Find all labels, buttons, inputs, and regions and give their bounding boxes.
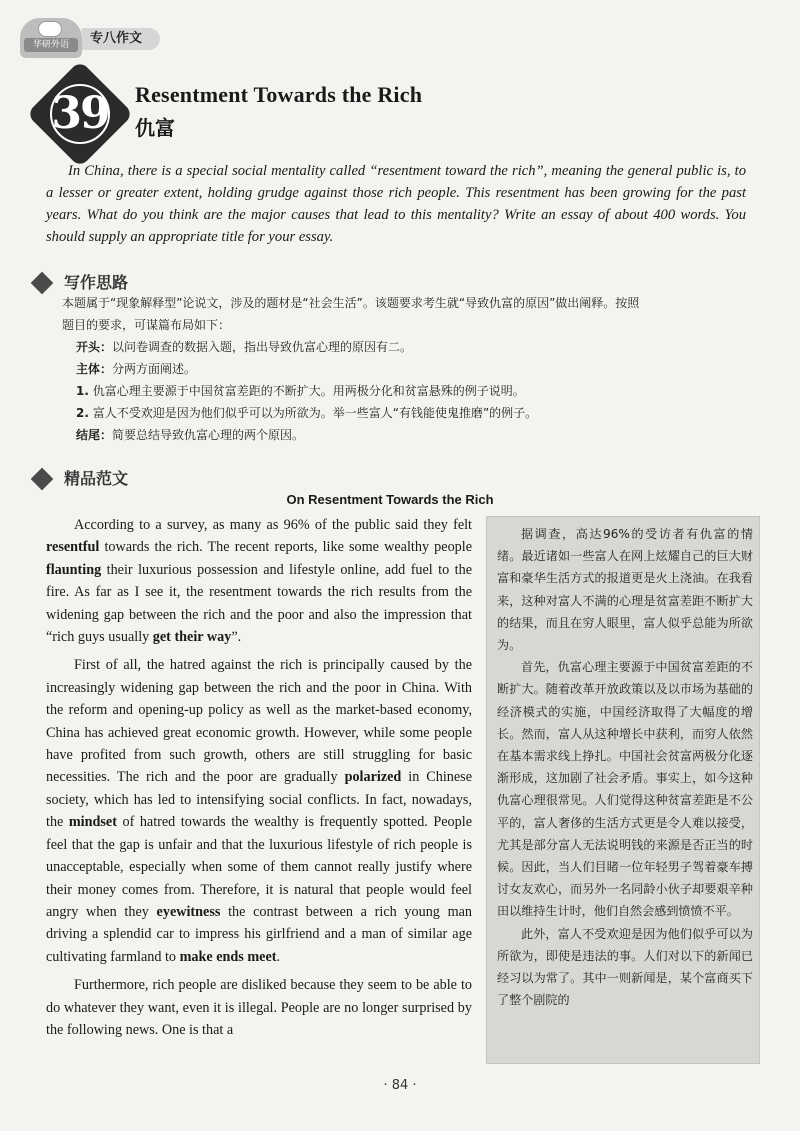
topic-title-english: Resentment Towards the Rich [135,82,423,107]
essay-body [46,514,472,1047]
section-title: 精品范文 [64,469,129,488]
ideas-line: 题目的要求，可谋篇布局如下： [62,318,231,332]
keyword: make ends meet [179,948,277,965]
logo-cloud-icon [38,21,62,37]
point-line [62,402,754,424]
essay-prompt: In China, there is a special social mentality called “resentment toward the rich”, meaning the general public is, to a lesser or greater extent, holding grudge against those rich people. This resentment has been growing for the past years. What do you think are the major causes that lead to this mentality? Write an essay of about 400 words. You should supply an appropriate title for your essay. [46,163,746,245]
keyword: flaunting [46,561,102,578]
opening-text: 以问卷调查的数据入题，指出导致仇富心理的原因有二。 [112,340,413,354]
writing-ideas-body [62,292,754,446]
keyword: mindset [68,814,117,831]
text-run: in Chinese society, which has led to intensifying social conflicts. In fact, nowadays, the [46,769,472,831]
topic-number: 39 [51,88,109,139]
point-text: 仇富心理主要源于中国贫富差距的不断扩大。用两极分化和贫富悬殊的例子说明。 [88,384,525,398]
translation-panel [486,516,760,1064]
ending-line [62,424,754,446]
diamond-bullet-icon [31,272,54,295]
publisher-logo [20,18,82,58]
point-line [62,380,754,402]
translation-paragraph: 首先，仇富心理主要源于中国贫富差距的不断扩大。随着改革开放政策以及以市场为基础的经济模式的实施，中国经济取得了大幅度的增长。然而，富人从这种增长中获利，而穷人依然在基本需求线上挣扎。中国社会贫富两极分化逐渐形成，这加剧了社会矛盾。事实上，如今这种仇富心理很常见。人们觉得这种贫富差距是不公平的，富人奢侈的生活方式更是令人难以接受，尤其是部分富人无法说明钱的来源是否正当的时候。因此，当人们目睹一位年轻男子驾着豪车搏讨女友欢心，而另外一名同龄小伙子却要艰辛种田以维持生计时，他们自然会感到愤愤不平。 [497,660,753,919]
topic-number-badge [36,70,124,158]
keyword: resentful [46,539,100,556]
text-run: their luxurious possession and lifestyle online, add fuel to the fire. As far as I see it, the resentment towards the rich results from the widening gap between the rich and the poor and also the impression that “rich guys usually [46,561,472,646]
keyword: polarized [344,769,402,786]
essay-paragraph [46,654,472,968]
series-tag [20,18,150,60]
body-line [62,358,754,380]
keyword: eyewitness [156,903,221,920]
point-number: 2. [76,406,89,420]
text-run: First of all, the hatred against the rich is principally caused by the increasingly widening gap between the rich and the poor in China. With the reform and opening-up policy as well as the market-based economy, China has achieved great economic growth. However, while some people have profited from such growth, others are still struggling for basic necessities. The rich and the poor are gradually [46,657,472,786]
text-run: According to a survey, as many as 96% of the public said they felt [74,517,472,533]
essay-title: On Resentment Towards the Rich [286,492,494,507]
text-run: the contrast between a rich young man driving a splendid car to impress his girlfriend and a man of similar age cultivating farmland to [46,903,472,965]
section-title: 写作思路 [64,273,129,292]
translation-paragraph: 据调查，高达96%的受访者有仇富的情绪。最近诸如一些富人在网上炫耀自己的巨大财富和豪华生活方式的报道更是火上浇油。在我看来，这种对富人不满的心理是贫富差距不断扩大的结果，而且在穷人眼里，富人似乎总能为所欲为。 [497,527,753,653]
body-label: 主体： [76,362,113,376]
diamond-bullet-icon [31,468,54,491]
text-run: . [276,948,281,965]
topic-title-chinese: 仇富 [135,116,175,140]
ideas-line: 本题属于“现象解释型”论说文，涉及的题材是“社会生活”。该题要求考生就“导致仇富的原因”做出阐释。按照 [62,296,640,310]
text-run: ”. [231,629,242,646]
translation-text [497,523,753,1011]
ending-label: 结尾： [76,428,113,442]
opening-label: 开头： [76,340,113,354]
ending-text: 简要总结导致仇富心理的两个原因。 [112,428,305,442]
text-run: towards the rich. The recent reports, like some wealthy people [99,539,472,556]
essay-paragraph [46,514,472,648]
series-label: 专八作文 [82,28,160,50]
logo-text: 华研外语 [24,38,78,52]
essay-paragraph: Furthermore, rich people are disliked because they seem to be able to do whatever they want, even it is illegal. People are no longer surprised by the following news. One is that a [46,977,472,1038]
body-text: 分两方面阐述。 [112,362,197,376]
point-text: 富人不受欢迎是因为他们似乎可以为所欲为。举一些富人“有钱能使鬼推磨”的例子。 [88,406,538,420]
keyword: get their way [152,629,232,646]
page-number: · 84 · [383,1078,417,1093]
text-run: of hatred towards the wealthy is frequently spotted. People feel that the gap is unfair and that the luxurious lifestyle of rich people is unacceptable, especially when some of them cannot really justify where their money comes from. Therefore, it is natural that people would feel angry when they [46,814,472,920]
point-number: 1. [76,384,89,398]
translation-paragraph: 此外，富人不受欢迎是因为他们似乎可以为所欲为，即使是违法的事。人们对以下的新闻已经习以为常了。其中一则新闻是，某个富商买下了整个剧院的 [497,926,753,1008]
opening-line [62,336,754,358]
